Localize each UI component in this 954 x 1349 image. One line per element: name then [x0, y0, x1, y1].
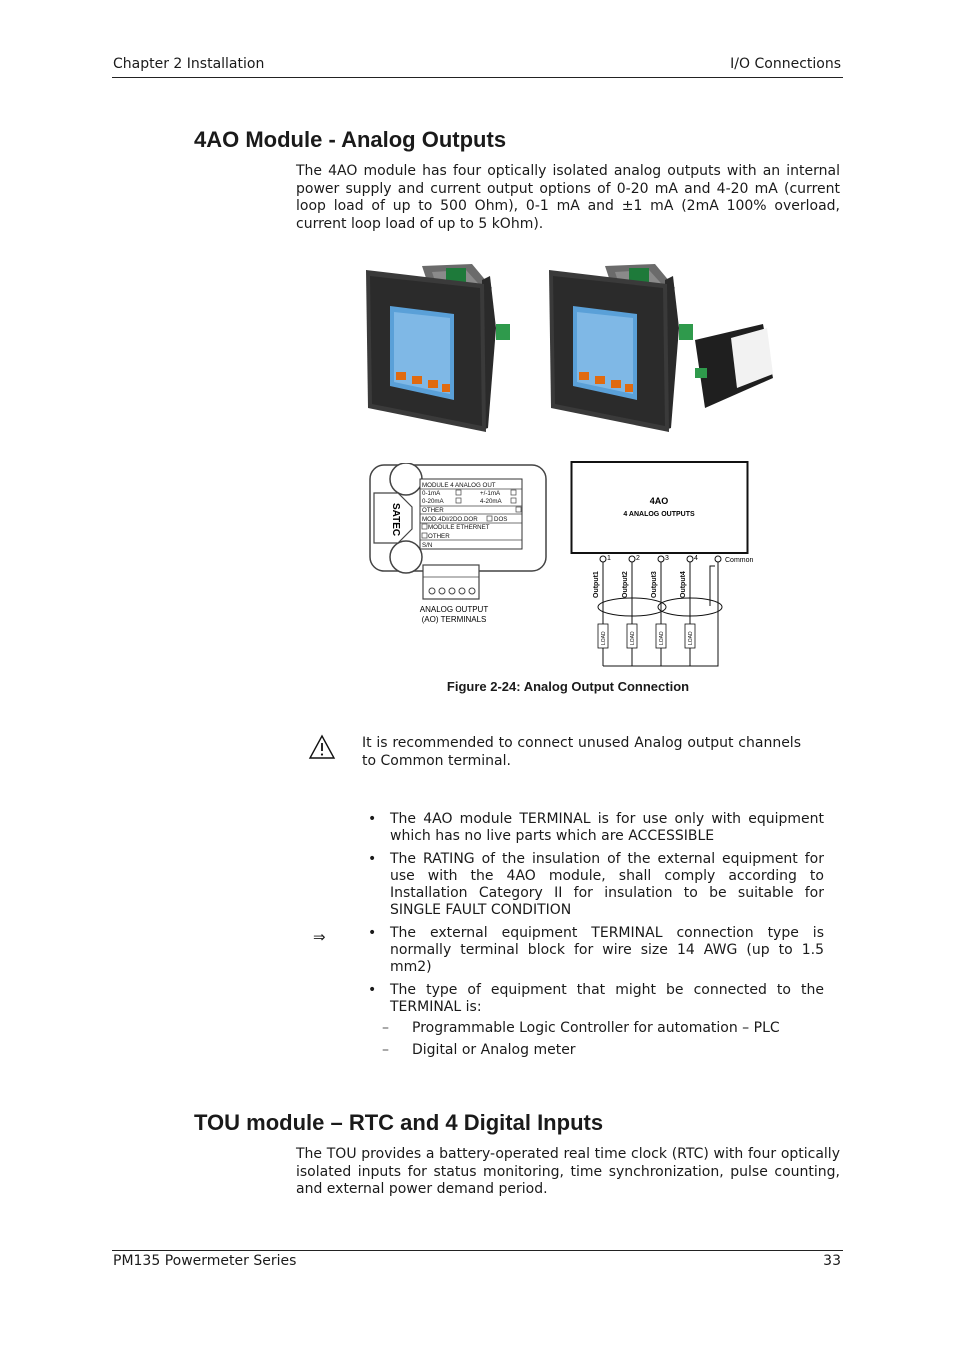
warning-triangle-icon: [308, 734, 336, 764]
header-rule: [112, 77, 843, 78]
svg-text:OTHER: OTHER: [422, 507, 444, 514]
svg-text:0-20mA: 0-20mA: [422, 498, 444, 505]
caution-text: It is recommended to connect unused Analog output channels to Common terminal.: [362, 735, 801, 769]
meter-photo-front: [362, 258, 522, 450]
svg-text:MODULE 4 ANALOG OUT: MODULE 4 ANALOG OUT: [422, 482, 496, 489]
svg-text:Output2: Output2: [622, 571, 629, 598]
svg-text:LOAD: LOAD: [659, 631, 665, 645]
section-intro-4ao: The 4AO module has four optically isolated analog outputs with an internal power supply and current output options of 0-20 mA and 4-20 mA (current loop load of up to 500 Ohm), 0-1 mA and ±1 mA (2mA 100% overload, current loop load of up to 5 kOhm).: [296, 163, 840, 232]
meter-photo-with-module: [545, 258, 781, 450]
module-label-diagram: [368, 463, 550, 637]
arrow-right-icon: ⇒: [313, 928, 326, 946]
footer-rule: [112, 1250, 843, 1251]
svg-text:DOS: DOS: [494, 516, 508, 523]
sub-list-item: – Digital or Analog meter: [366, 1042, 824, 1059]
svg-text:Output4: Output4: [680, 571, 687, 598]
list-item: • The RATING of the insulation of the external equipment for use with the 4AO module, shall comply according to Installation Category II for insulation to be suitable for SINGLE FAULT CONDITION: [366, 851, 824, 919]
terminals-caption-line2: (AO) TERMINALS: [421, 615, 487, 624]
schematic-title: 4AO: [649, 496, 669, 506]
list-item: • The 4AO module TERMINAL is for use only with equipment which has no live parts which are ACCESSIBLE: [366, 811, 824, 845]
section-title-tou: TOU module – RTC and 4 Digital Inputs: [194, 1110, 604, 1135]
svg-text:2: 2: [636, 555, 640, 562]
svg-text:LOAD: LOAD: [688, 631, 694, 645]
figure-caption: Figure 2-24: Analog Output Connection: [446, 679, 690, 694]
svg-text:4: 4: [694, 555, 698, 562]
svg-text:OTHER: OTHER: [428, 533, 450, 540]
svg-text:MOD.4DI/2DO.DOR: MOD.4DI/2DO.DOR: [422, 516, 478, 523]
svg-text:LOAD: LOAD: [601, 631, 607, 645]
list-item: • The external equipment TERMINAL connection type is normally terminal block for wire size 14 AWG (up to 1.5 mm2): [366, 925, 824, 976]
label-brand: SATEC: [390, 503, 401, 537]
svg-text:Output1: Output1: [593, 571, 600, 598]
sub-list-item: – Programmable Logic Controller for automation – PLC: [366, 1020, 824, 1037]
list-item: • The type of equipment that might be connected to the TERMINAL is: – Programmable Logic Controller for automation – PLC – Digital or Analog meter: [366, 982, 824, 1059]
schematic-subtitle: 4 ANALOG OUTPUTS: [623, 511, 695, 518]
svg-text:0-1mA: 0-1mA: [422, 490, 441, 497]
svg-text:1: 1: [607, 555, 611, 562]
header-chapter: Chapter 2 Installation: [113, 56, 265, 72]
svg-text:4-20mA: 4-20mA: [480, 498, 502, 505]
common-label: Common: [725, 557, 754, 564]
svg-text:+/-1mA: +/-1mA: [480, 490, 501, 497]
svg-text:MODULE ETHERNET: MODULE ETHERNET: [428, 524, 490, 531]
wiring-schematic: [570, 460, 770, 674]
svg-text:3: 3: [665, 555, 669, 562]
terminals-caption-line1: ANALOG OUTPUT: [419, 605, 489, 614]
equipment-sublist: [366, 1020, 824, 1059]
svg-text:LOAD: LOAD: [630, 631, 636, 645]
section-title-4ao: 4AO Module - Analog Outputs: [194, 127, 507, 152]
notes-list: [366, 811, 824, 1065]
page-number: 33: [823, 1253, 841, 1269]
svg-text:Output3: Output3: [651, 571, 658, 598]
footer-product: PM135 Powermeter Series: [113, 1253, 297, 1269]
header-section: I/O Connections: [730, 56, 841, 72]
section-intro-tou: The TOU provides a battery-operated real time clock (RTC) with four optically isolated inputs for status monitoring, time synchronization, pulse counting, and external power demand period.: [296, 1146, 840, 1197]
svg-text:S/N: S/N: [422, 542, 433, 549]
